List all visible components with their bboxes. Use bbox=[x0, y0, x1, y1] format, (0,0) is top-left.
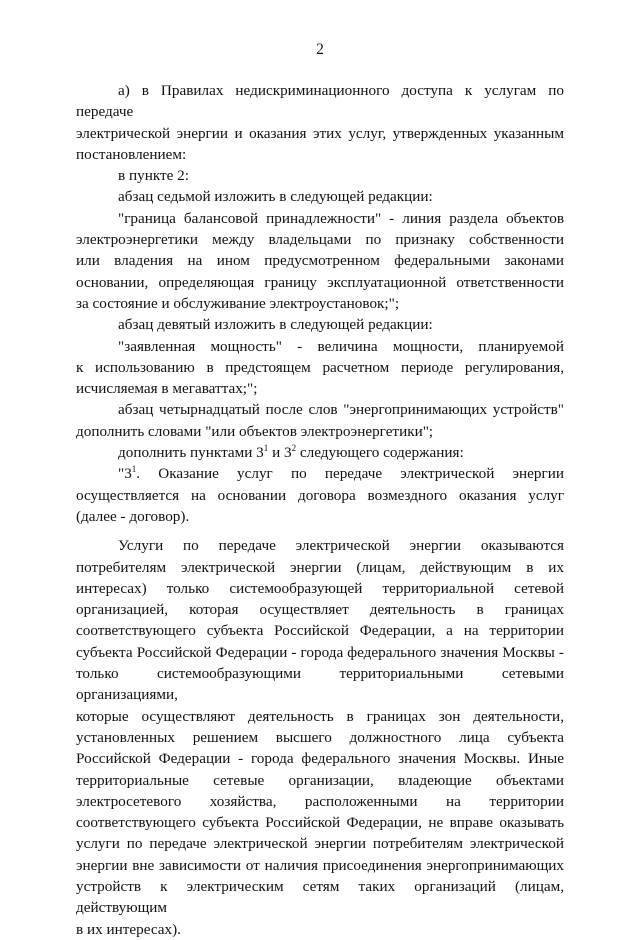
document-body bbox=[76, 80, 564, 940]
text-line: "заявленная мощность" - величина мощности, планируемой bbox=[118, 337, 564, 355]
text-fragment: и 3 bbox=[268, 444, 292, 462]
text-line: соответствующего субъекта Российской Федерации, не вправе оказывать bbox=[76, 814, 564, 832]
text-line: постановлением: bbox=[76, 145, 187, 163]
paragraph-services bbox=[76, 535, 564, 940]
text-line: электрической энергии и оказания этих услуг, утвержденных указанным bbox=[76, 124, 564, 142]
paragraph-declared-power bbox=[76, 336, 564, 400]
text-line: соответствующего субъекта Российской Федерации, а на территории bbox=[76, 622, 564, 640]
superscript: 2 bbox=[291, 443, 297, 454]
paragraph-item-2: в пункте 2: bbox=[118, 167, 189, 185]
text-fragment: дополнить пунктами 3 bbox=[118, 444, 264, 462]
superscript: 1 bbox=[263, 443, 269, 454]
text-line: к использованию в предстоящем расчетном периоде регулирования, bbox=[76, 358, 564, 376]
text-line: Услуги по передаче электрической энергии оказываются bbox=[118, 537, 564, 555]
paragraph-add-items bbox=[76, 442, 564, 463]
superscript: 1 bbox=[131, 464, 137, 475]
text-line: организацией, которая осуществляет деятельность в границах bbox=[76, 601, 564, 619]
text-line: Российской Федерации - города федерального значения Москвы. Иные bbox=[76, 750, 564, 768]
paragraph-abzac-14 bbox=[76, 399, 564, 442]
text-line: электросетевого хозяйства, расположенными на территории bbox=[76, 792, 564, 810]
text-line: услуги по передаче электрической энергии потребителям электрической bbox=[76, 835, 564, 853]
text-line: которые осуществляют деятельность в границах зон деятельности, bbox=[76, 707, 564, 725]
paragraph-rules-amendment bbox=[76, 80, 564, 165]
text-line: исчисляемая в мегаваттах;"; bbox=[76, 380, 258, 398]
text-line: энергии вне зависимости от наличия присоединения энергопринимающих bbox=[76, 856, 564, 874]
text-line: устройств к электрическим сетям таких организаций (лицам, действующим bbox=[76, 877, 564, 917]
text-line: потребителям электрической энергии (лицам, действующим в их bbox=[76, 558, 564, 576]
text-line: интересах) только системообразующей территориальной сетевой bbox=[76, 579, 564, 597]
text-line: установленных решением высшего должностного лица субъекта bbox=[76, 728, 564, 746]
text-line: а) в Правилах недискриминационного доступа к услугам по передаче bbox=[76, 82, 564, 121]
text-line bbox=[76, 463, 564, 484]
text-line: абзац четырнадцатый после слов "энергопринимающих устройств" bbox=[118, 401, 564, 419]
paragraph-balance-boundary bbox=[76, 208, 564, 314]
text-line: "граница балансовой принадлежности" - линия раздела объектов bbox=[118, 209, 564, 227]
page-number: 2 bbox=[316, 41, 324, 58]
text-fragment: следующего содержания: bbox=[296, 444, 464, 462]
text-line: только системообразующими территориальными сетевыми организациями, bbox=[76, 665, 564, 704]
text-line: за состояние и обслуживание электроустановок;"; bbox=[76, 294, 400, 312]
text-line: дополнить словами "или объектов электроэнергетики"; bbox=[76, 422, 434, 440]
paragraph-abzac-7: абзац седьмой изложить в следующей редакции: bbox=[118, 188, 433, 206]
text-line: (далее - договор). bbox=[76, 507, 190, 525]
text-fragment: "3 bbox=[118, 465, 132, 483]
text-line: или владения на ином предусмотренном федеральными законами bbox=[76, 252, 564, 270]
paragraph-abzac-9: абзац девятый изложить в следующей редакции: bbox=[118, 316, 433, 334]
text-line: территориальные сетевые организации, владеющие объектами bbox=[76, 771, 564, 789]
text-line: электроэнергетики между владельцами по признаку собственности bbox=[76, 231, 564, 249]
text-line: субъекта Российской Федерации - города федерального значения Москвы - bbox=[76, 643, 564, 661]
text-fragment: . Оказание услуг по передаче электрической энергии bbox=[136, 465, 564, 483]
text-line: основании, определяющая границу эксплуатационной ответственности bbox=[76, 273, 564, 291]
text-line: в их интересах). bbox=[76, 920, 181, 938]
text-line: осуществляется на основании договора возмездного оказания услуг bbox=[76, 486, 564, 504]
paragraph-item-3-1 bbox=[76, 463, 564, 527]
